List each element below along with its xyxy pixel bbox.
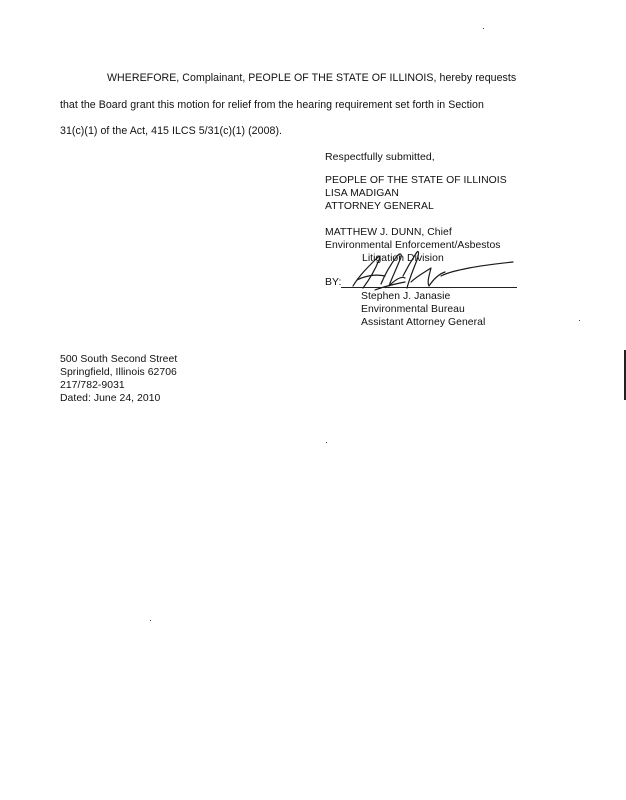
address-phone: 217/782-9031 <box>60 380 125 391</box>
paragraph-line-3: 31(c)(1) of the Act, 415 ILCS 5/31(c)(1) (2008). <box>60 125 283 137</box>
scan-speck <box>579 320 580 321</box>
division-line-3: Litigation Division <box>362 253 444 264</box>
party-line-1: PEOPLE OF THE STATE OF ILLINOIS <box>325 175 507 186</box>
signatory-name: Stephen J. Janasie <box>361 291 451 302</box>
by-label: BY: <box>325 276 342 288</box>
signatory-bureau: Environmental Bureau <box>361 304 465 315</box>
address-street: 500 South Second Street <box>60 354 178 365</box>
scan-speck <box>326 442 327 443</box>
address-dated: Dated: June 24, 2010 <box>60 393 161 404</box>
address-city: Springfield, Illinois 62706 <box>60 367 177 378</box>
scan-speck <box>483 28 484 29</box>
paragraph-line-1: WHEREFORE, Complainant, PEOPLE OF THE STATE OF ILLINOIS, hereby requests <box>107 72 517 84</box>
division-line-1: MATTHEW J. DUNN, Chief <box>325 227 452 238</box>
party-line-2: LISA MADIGAN <box>325 188 399 199</box>
scan-speck <box>150 620 151 621</box>
division-line-2: Environmental Enforcement/Asbestos <box>325 240 501 251</box>
party-line-3: ATTORNEY GENERAL <box>325 201 434 212</box>
closing-text: Respectfully submitted, <box>325 151 435 163</box>
paragraph-line-2: that the Board grant this motion for relief from the hearing requirement set forth in Section <box>60 99 484 111</box>
signatory-title: Assistant Attorney General <box>361 317 486 328</box>
